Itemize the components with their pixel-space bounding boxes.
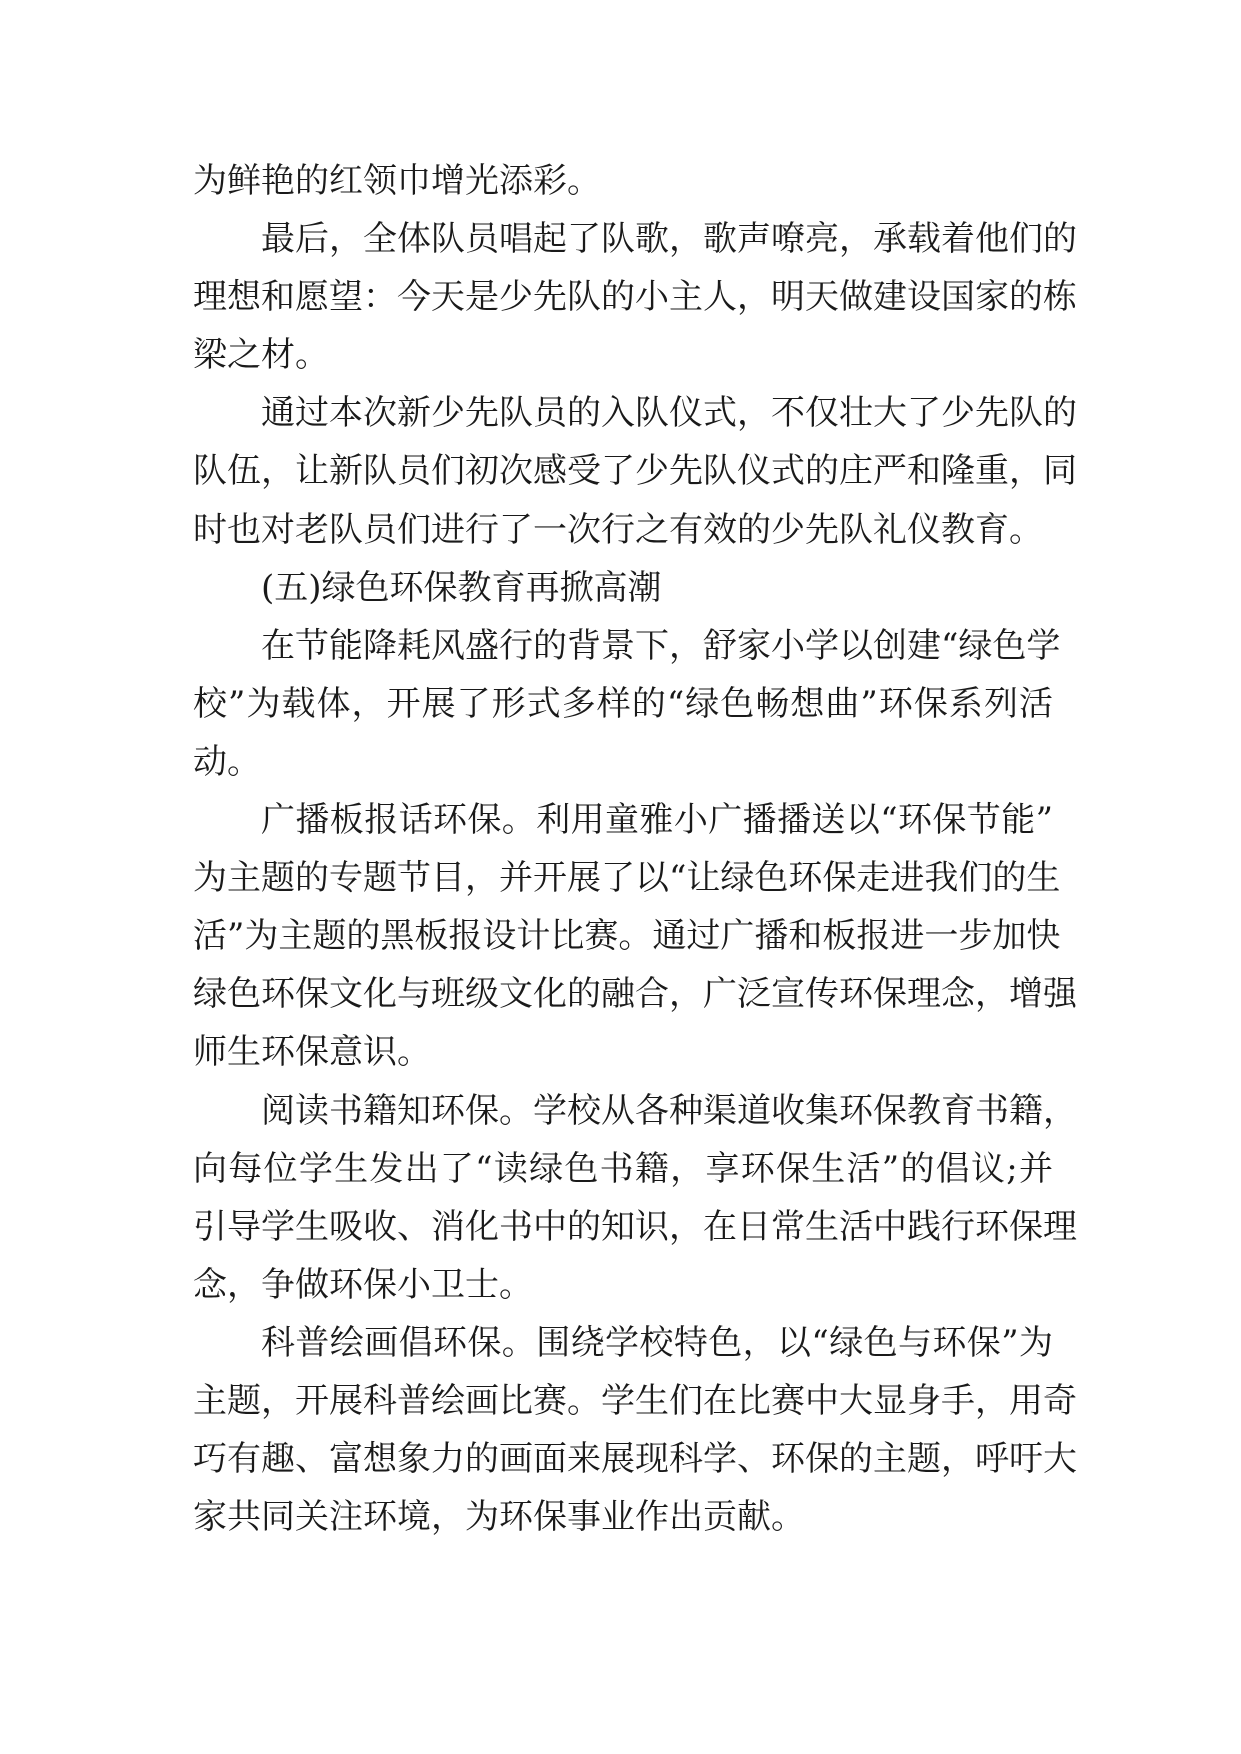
text-line: 念，争做环保小卫士。 (193, 1264, 533, 1305)
text-line: 家共同关注环境，为环保事业作出贡献。 (193, 1497, 805, 1538)
text-line: 时也对老队员们进行了一次行之有效的少先队礼仪教育。 (193, 509, 1043, 550)
text-line: 为鲜艳的红领巾增光添彩。 (193, 161, 601, 201)
text-line: 科普绘画倡环保。围绕学校特色，以“绿色与环保”为 (261, 1322, 1053, 1363)
text-line: 队伍，让新队员们初次感受了少先队仪式的庄严和隆重，同 (193, 451, 1077, 492)
text-line: 巧有趣、富想象力的画面来展现科学、环保的主题，呼吁大 (193, 1439, 1077, 1480)
text-line: 引导学生吸收、消化书中的知识，在日常生活中践行环保理 (193, 1206, 1077, 1247)
text-line: 最后，全体队员唱起了队歌，歌声嘹亮，承载着他们的 (261, 219, 1077, 260)
section-heading: (五)绿色环保教育再掀高潮 (261, 567, 662, 608)
text-line: 主题，开展科普绘画比赛。学生们在比赛中大显身手，用奇 (193, 1380, 1077, 1421)
text-line: 理想和愿望：今天是少先队的小主人，明天做建设国家的栋 (193, 277, 1077, 318)
text-line: 校”为载体，开展了形式多样的“绿色畅想曲”环保系列活 (193, 683, 1053, 724)
text-line: 阅读书籍知环保。学校从各种渠道收集环保教育书籍， (261, 1090, 1077, 1131)
text-line: 动。 (193, 741, 261, 782)
text-line: 师生环保意识。 (193, 1032, 431, 1073)
text-line: 广播板报话环保。利用童雅小广播播送以“环保节能” (261, 800, 1053, 841)
text-line: 为主题的专题节目，并开展了以“让绿色环保走进我们的生 (193, 858, 1061, 899)
text-line: 向每位学生发出了“读绿色书籍，享环保生活”的倡议;并 (193, 1148, 1053, 1189)
text-line: 梁之材。 (193, 335, 329, 376)
text-line: 在节能降耗风盛行的背景下，舒家小学以创建“绿色学 (261, 625, 1061, 666)
text-line: 通过本次新少先队员的入队仪式，不仅壮大了少先队的 (261, 393, 1077, 434)
text-line: 活”为主题的黑板报设计比赛。通过广播和板报进一步加快 (193, 916, 1061, 957)
text-line: 绿色环保文化与班级文化的融合，广泛宣传环保理念，增强 (193, 974, 1077, 1015)
body-text (193, 159, 1077, 1553)
